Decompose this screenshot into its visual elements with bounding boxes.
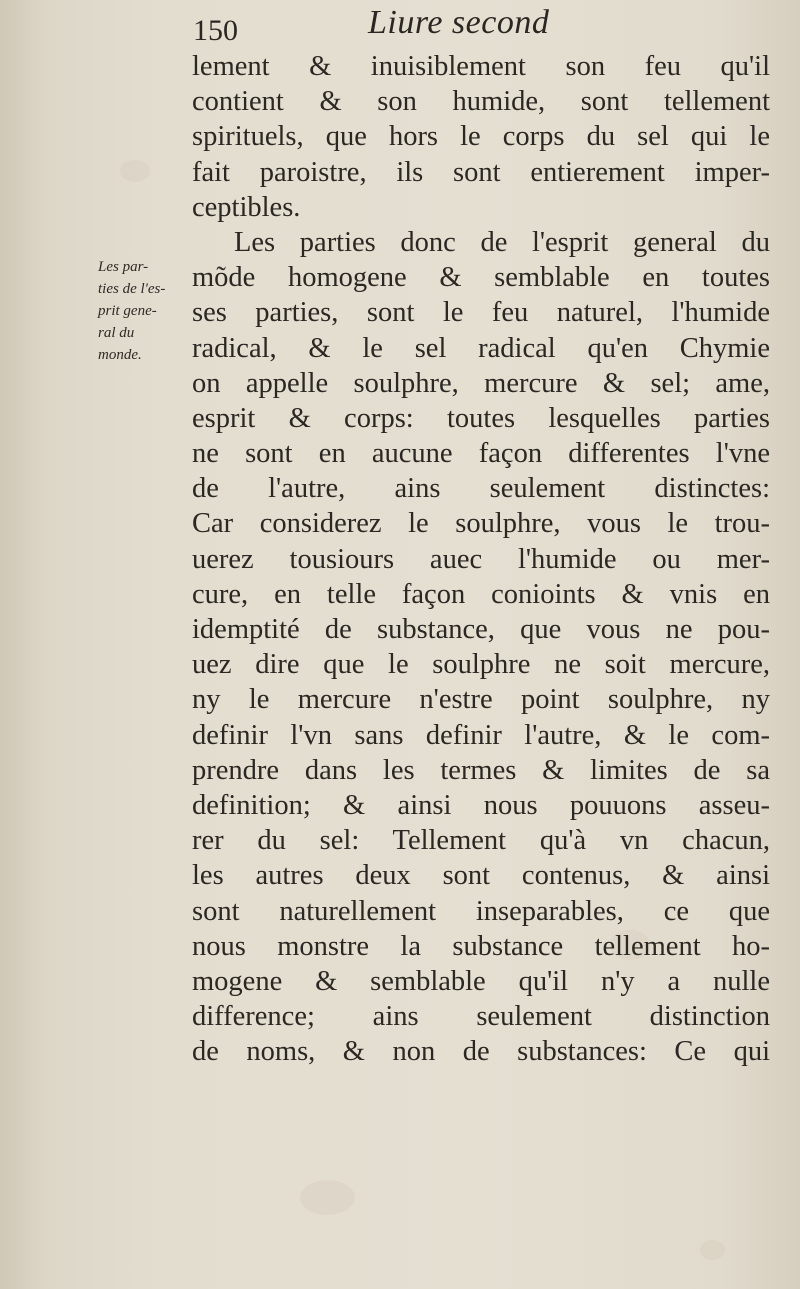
- text-line: idemptité de substance, que vous ne pou-: [192, 614, 770, 645]
- text-line: radical, & le sel radical qu'en Chymie: [192, 332, 770, 364]
- text-line: ses parties, sont le feu naturel, l'humide: [192, 297, 770, 329]
- text-line: lement & inuisiblement son feu qu'il: [192, 51, 770, 82]
- running-head: Liure second: [368, 4, 550, 41]
- text-line: uerez tousiours auec l'humide ou mer-: [192, 543, 770, 575]
- text-line: uez dire que le soulphre ne soit mercure,: [192, 649, 770, 681]
- text-line: les autres deux sont contenus, & ainsi: [192, 860, 770, 892]
- text-line: mõde homogene & semblable en toutes: [192, 262, 770, 294]
- margin-note-line: prit gene-: [98, 303, 157, 319]
- margin-note-line: ral du: [98, 325, 135, 341]
- text-line: sont naturellement inseparables, ce que: [192, 895, 770, 927]
- text-line: on appelle soulphre, mercure & sel; ame,: [192, 367, 770, 399]
- text-line: cure, en telle façon conioints & vnis en: [192, 578, 770, 610]
- text-line: de noms, & non de substances: Ce qui: [192, 1036, 770, 1068]
- text-line: difference; ains seulement distinction: [192, 1001, 770, 1033]
- text-line: nous monstre la substance tellement ho-: [192, 930, 770, 962]
- text-line: definition; & ainsi nous pouuons asseu-: [192, 789, 770, 821]
- text-line: prendre dans les termes & limites de sa: [192, 754, 770, 786]
- margin-note-line: ties de l'es-: [98, 281, 166, 297]
- margin-note: [98, 256, 193, 366]
- paper-stain: [300, 1180, 355, 1215]
- text-line: definir l'vn sans definir l'autre, & le com-: [192, 719, 770, 751]
- page-header: [0, 0, 800, 52]
- paper-stain: [120, 160, 150, 182]
- body-text: [192, 49, 770, 1069]
- text-line: Car considerez le soulphre, vous le trou-: [192, 508, 770, 540]
- text-line: Les parties donc de l'esprit general du: [234, 226, 770, 258]
- margin-note-line: Les par-: [98, 259, 149, 275]
- text-line: rer du sel: Tellement qu'à vn chacun,: [192, 825, 770, 857]
- text-line: ny le mercure n'estre point soulphre, ny: [192, 684, 770, 716]
- text-line: contient & son humide, sont tellement: [192, 86, 770, 118]
- paper-stain: [700, 1240, 725, 1260]
- text-line: mogene & semblable qu'il n'y a nulle: [192, 965, 770, 997]
- page-number: 150: [193, 14, 238, 47]
- text-line: spirituels, que hors le corps du sel qui le: [192, 121, 770, 153]
- text-line: ceptibles.: [192, 191, 301, 223]
- text-line: esprit & corps: toutes lesquelles parties: [192, 402, 770, 434]
- text-line: fait paroistre, ils sont entierement imper-: [192, 156, 770, 188]
- text-line: de l'autre, ains seulement distinctes:: [192, 473, 770, 505]
- text-line: ne sont en aucune façon differentes l'vne: [192, 438, 770, 470]
- margin-note-line: monde.: [98, 347, 142, 363]
